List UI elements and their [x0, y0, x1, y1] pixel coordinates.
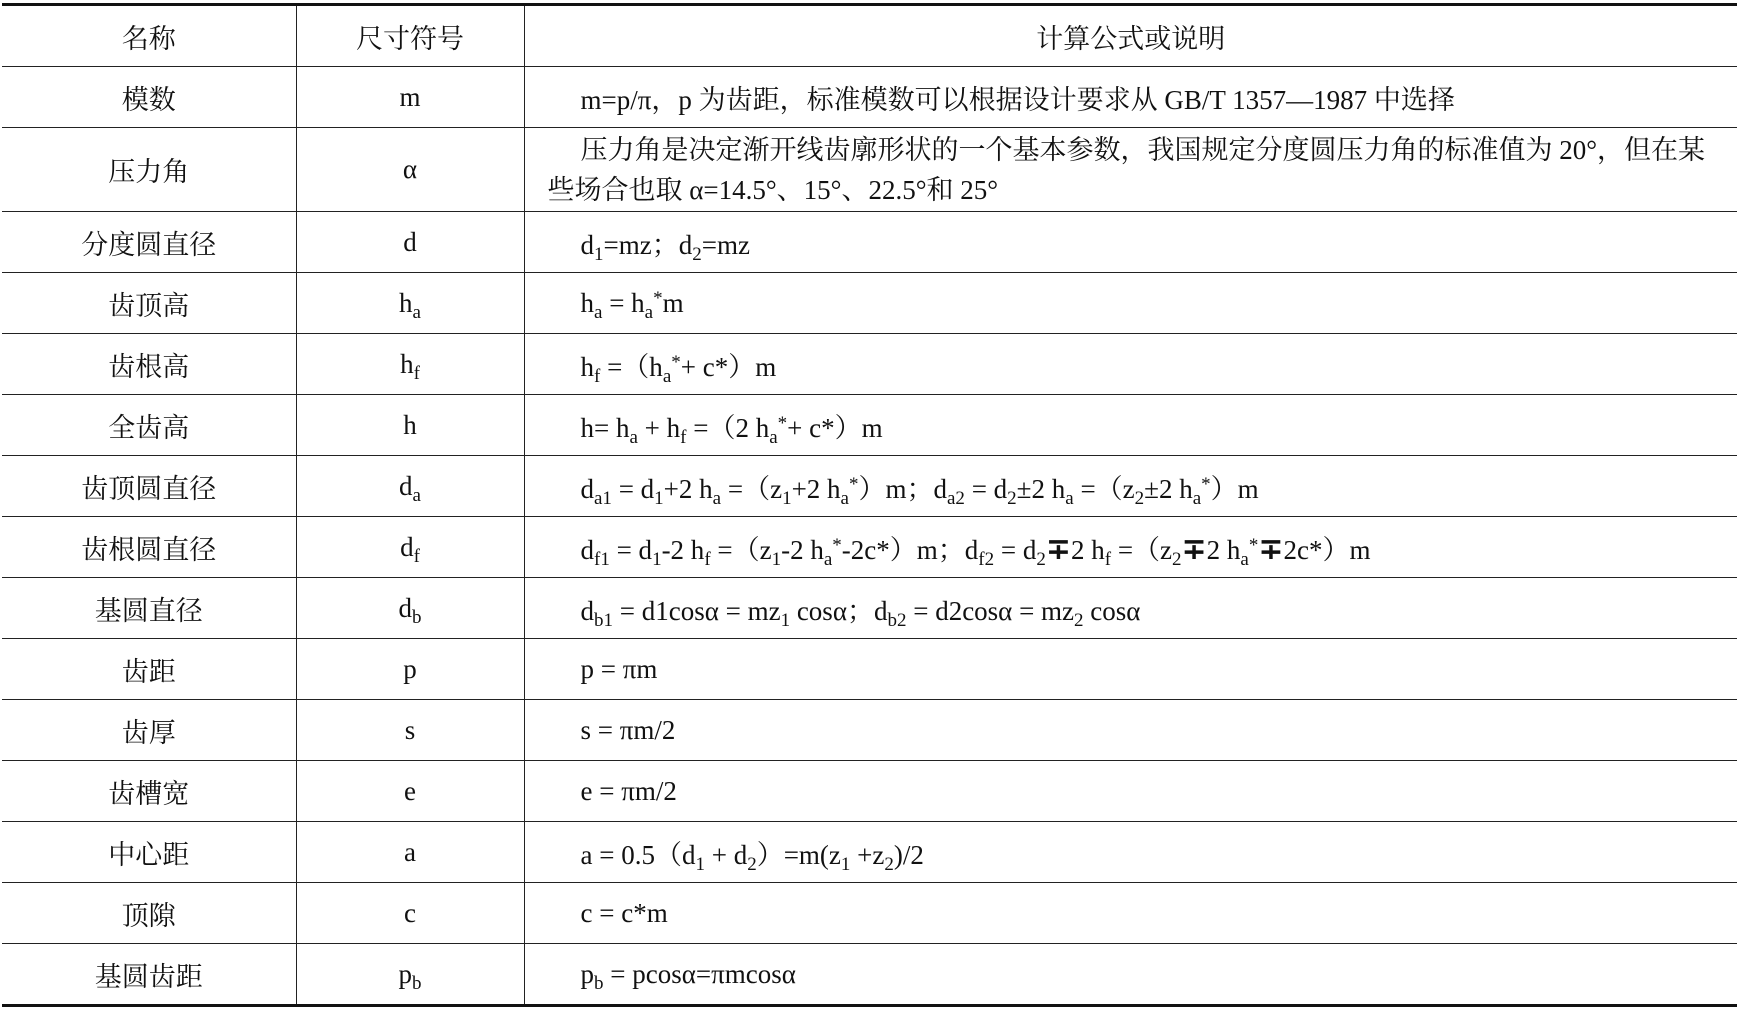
gear-parameter-table [2, 3, 1737, 1007]
row-symbol: m [296, 67, 524, 128]
row-name: 基圆齿距 [2, 944, 296, 1006]
row-symbol: d [296, 212, 524, 273]
table-row [2, 944, 1737, 1006]
row-formula: $d_{b1} = d1\cos\alpha = mz_1$ cosα；$d_{b2} = d2\cos\alpha = mz_2$ cosα [524, 578, 1737, 639]
row-formula: c = c*m [524, 883, 1737, 944]
row-symbol: $p_b$ [296, 944, 524, 1006]
row-formula: $p_b = pcos\alpha=\pi mcos\alpha$ [524, 944, 1737, 1006]
table-row [2, 395, 1737, 456]
row-symbol: h [296, 395, 524, 456]
table-row [2, 334, 1737, 395]
row-symbol: a [296, 822, 524, 883]
header-symbol: 尺寸符号 [296, 5, 524, 67]
row-name: 全齿高 [2, 395, 296, 456]
row-formula: $a = 0.5(d_1 + d_2)=m(z_1 +z_2)/2$ [524, 822, 1737, 883]
row-formula: $h_a = h_a^*m$ [524, 273, 1737, 334]
table-row [2, 700, 1737, 761]
row-symbol: e [296, 761, 524, 822]
row-symbol: $h_f$ [296, 334, 524, 395]
row-formula: s = πm/2 [524, 700, 1737, 761]
table-body [2, 67, 1737, 1006]
table-row [2, 67, 1737, 128]
header-name: 名称 [2, 5, 296, 67]
table-row [2, 822, 1737, 883]
row-name: 齿槽宽 [2, 761, 296, 822]
table-row [2, 761, 1737, 822]
row-name: 顶隙 [2, 883, 296, 944]
row-formula: $h= h_a + h_f =(2$ $h_a^*+ c*)m$ [524, 395, 1737, 456]
row-formula: $d_{f1} = d_1-2$ $h_f =(z_1-2$ $h_a^*-2c*)m$；$d_{f2} = d_2\mp 2$ $h_f =(z_2\mp 2$ $h_a^*\mp 2c*)m$ [524, 517, 1737, 578]
row-symbol: c [296, 883, 524, 944]
gear-parameter-table-container [2, 3, 1737, 1007]
row-symbol: α [296, 128, 524, 212]
header-formula: 计算公式或说明 [524, 5, 1737, 67]
row-formula: $d_1=mz$；$d_2=mz$ [524, 212, 1737, 273]
row-name: 齿顶高 [2, 273, 296, 334]
row-symbol: $d_b$ [296, 578, 524, 639]
row-name: 齿根圆直径 [2, 517, 296, 578]
row-formula: m=p/π，p 为齿距，标准模数可以根据设计要求从 GB/T 1357—1987 中选择 [524, 67, 1737, 128]
table-row [2, 883, 1737, 944]
table-row [2, 128, 1737, 212]
table-row [2, 639, 1737, 700]
row-name: 压力角 [2, 128, 296, 212]
row-formula: e = πm/2 [524, 761, 1737, 822]
row-name: 中心距 [2, 822, 296, 883]
row-symbol: p [296, 639, 524, 700]
row-formula: $d_{a1} = d_1+2$ $h_a =(z_1+2$ $h_a^*)m$；$d_{a2} = d_2\pm 2$ $h_a =(z_2\pm 2$ $h_a^*)m$ [524, 456, 1737, 517]
row-formula: 压力角是决定渐开线齿廓形状的一个基本参数，我国规定分度圆压力角的标准值为 20°，但在某些场合也取 α=14.5°、15°、22.5°和 25° [524, 128, 1737, 212]
table-header-row [2, 5, 1737, 67]
row-symbol: $d_a$ [296, 456, 524, 517]
row-name: 齿距 [2, 639, 296, 700]
row-formula: p = πm [524, 639, 1737, 700]
table-row [2, 578, 1737, 639]
row-symbol: $h_a$ [296, 273, 524, 334]
table-row [2, 456, 1737, 517]
row-name: 齿根高 [2, 334, 296, 395]
row-symbol: s [296, 700, 524, 761]
row-name: 分度圆直径 [2, 212, 296, 273]
table-row [2, 517, 1737, 578]
row-formula: $h_f =(h_a^*+ c*)m$ [524, 334, 1737, 395]
row-symbol: $d_f$ [296, 517, 524, 578]
row-name: 齿厚 [2, 700, 296, 761]
row-name: 基圆直径 [2, 578, 296, 639]
table-row [2, 212, 1737, 273]
row-name: 模数 [2, 67, 296, 128]
table-row [2, 273, 1737, 334]
row-name: 齿顶圆直径 [2, 456, 296, 517]
